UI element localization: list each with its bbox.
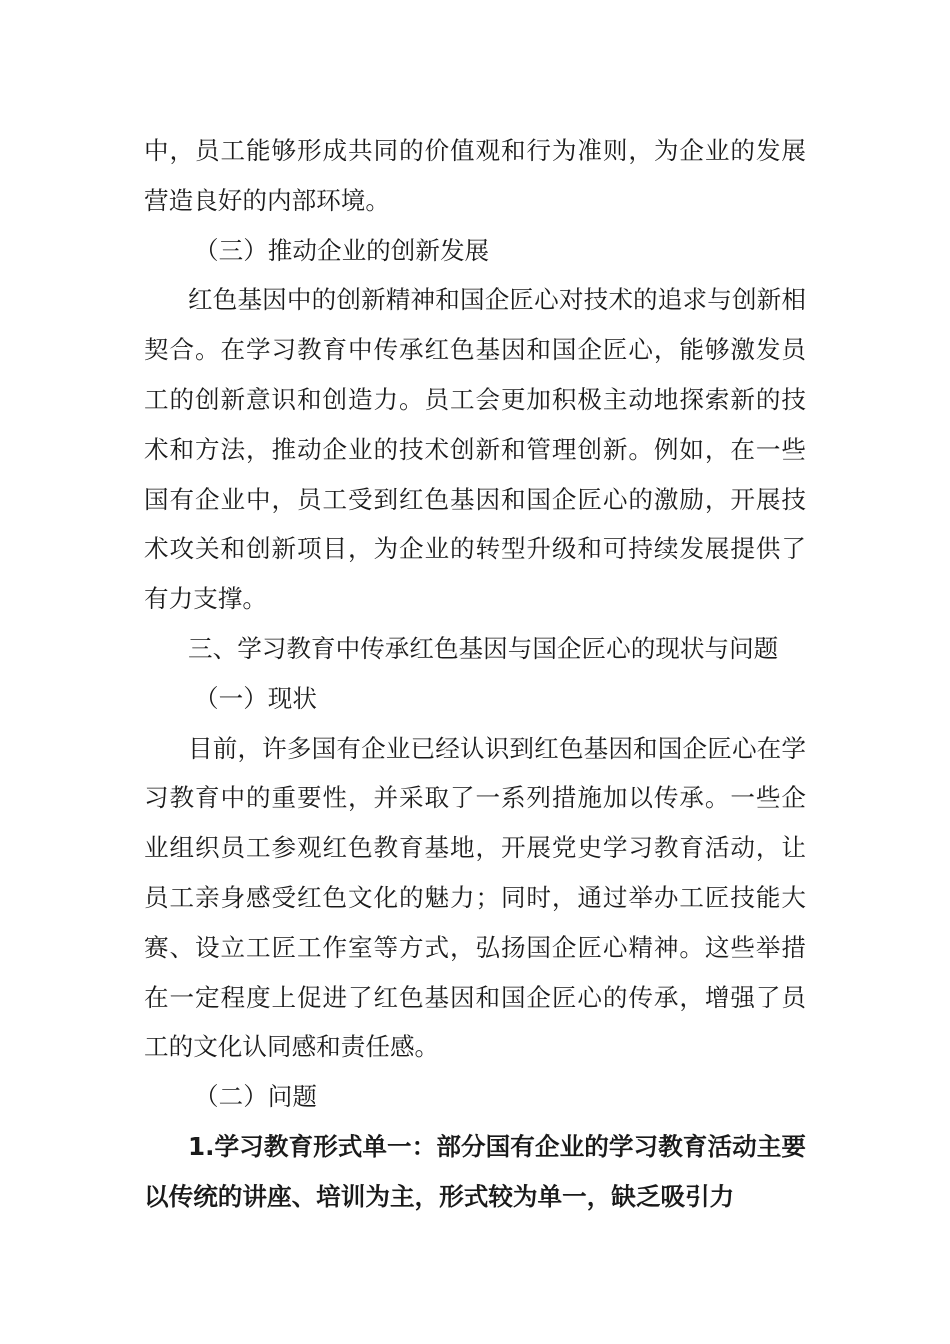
paragraph-status: 目前，许多国有企业已经认识到红色基因和国企匠心在学习教育中的重要性，并采取了一系列措施加以传承。一些企业组织员工参观红色教育基地，开展党史学习教育活动，让员工亲身感受红色文化的魅力；同时，通过举办工匠技能大赛、设立工匠工作室等方式，弘扬国企匠心精神。这些举措在一定程度上促进了红色基因和国企匠心的传承，增强了员工的文化认同感和责任感。	[144, 733, 806, 1062]
paragraph-problem-1: 1.学习教育形式单一：部分国有企业的学习教育活动主要以传统的讲座、培训为主，形式较为单一，缺乏吸引力	[144, 1131, 806, 1211]
paragraph-continuation: 中，员工能够形成共同的价值观和行为准则，为企业的发展营造良好的内部环境。	[144, 136, 806, 215]
subheading-problems: （二）问题	[194, 1082, 317, 1112]
subheading-innovation: （三）推动企业的创新发展	[194, 235, 490, 265]
subheading-status: （一）现状	[194, 683, 317, 713]
document-body	[144, 126, 806, 1222]
paragraph-innovation: 红色基因中的创新精神和国企匠心对技术的追求与创新相契合。在学习教育中传承红色基因和国企匠心，能够激发员工的创新意识和创造力。员工会更加积极主动地探索新的技术和方法，推动企业的技术创新和管理创新。例如，在一些国有企业中，员工受到红色基因和国企匠心的激励，开展技术攻关和创新项目，为企业的转型升级和可持续发展提供了有力支撑。	[144, 285, 806, 614]
section-heading-3: 三、学习教育中传承红色基因与国企匠心的现状与问题	[188, 633, 779, 663]
